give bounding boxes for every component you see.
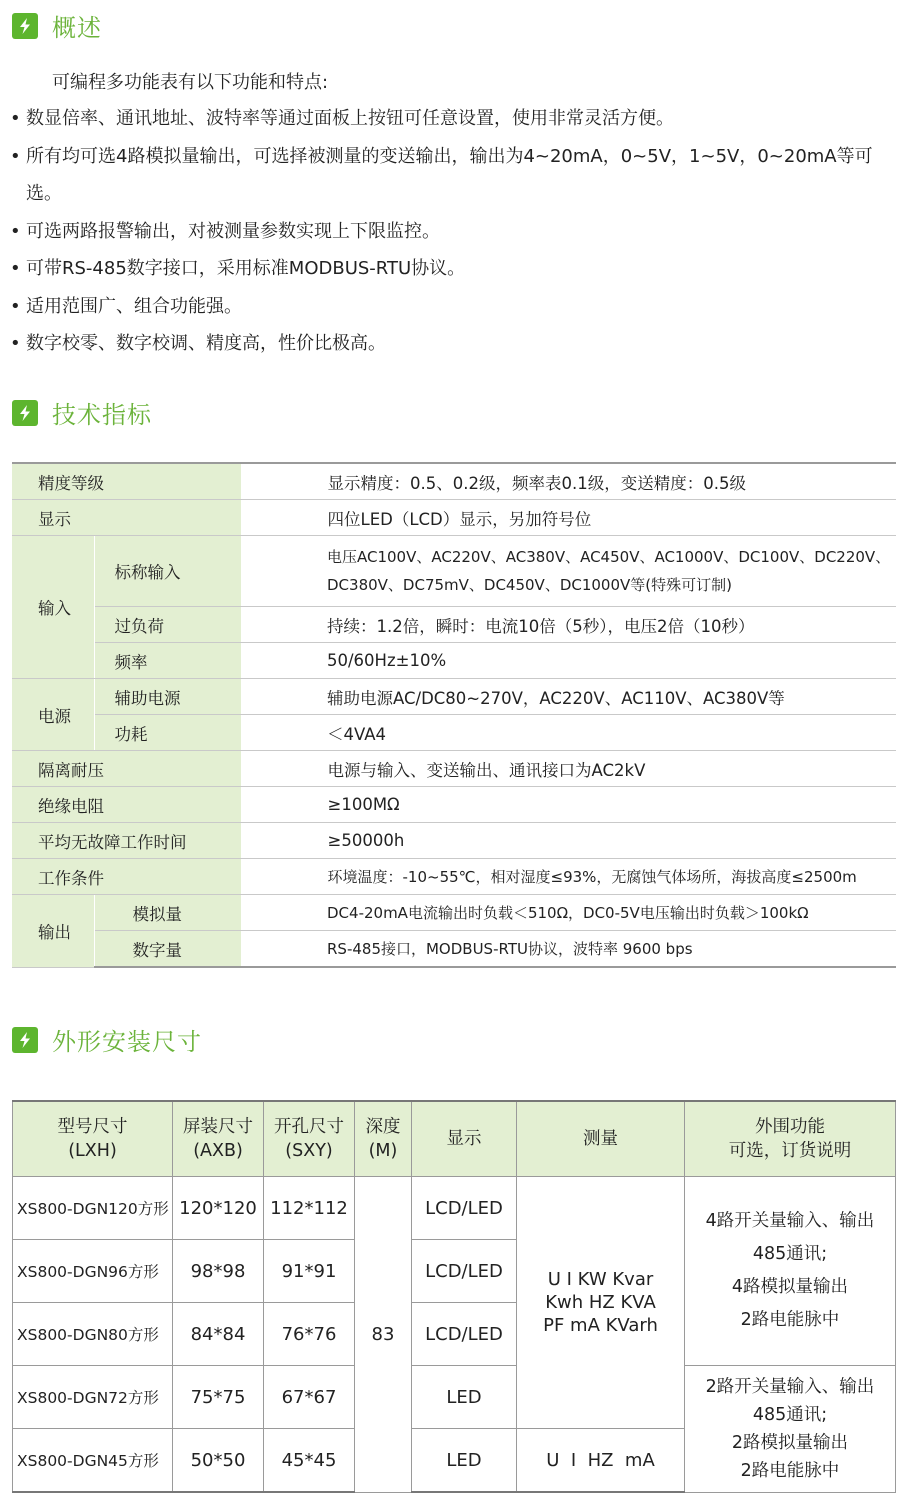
model-cell: XS800-DGN80方形 <box>13 1303 173 1366</box>
col-header-depth: 深度 (M) <box>355 1101 412 1177</box>
table-row <box>12 931 896 968</box>
table-row <box>12 751 896 787</box>
lightning-icon <box>12 1027 38 1053</box>
table-row <box>12 643 896 679</box>
feature-item: • 数显倍率、通讯地址、波特率等通过面板上按钮可任意设置，使用非常灵活方便。 <box>10 100 895 138</box>
spec-label: 精度等级 <box>12 463 241 500</box>
screen-size-cell: 84*84 <box>173 1303 264 1366</box>
spec-value <box>241 536 896 607</box>
hole-size-cell: 91*91 <box>264 1240 355 1303</box>
intro-text: 可编程多功能表有以下功能和特点: <box>52 72 329 93</box>
spec-value: DC4-20mA电流输出时负载＜510Ω，DC0-5V电压输出时负载＞100kΩ <box>241 895 896 931</box>
display-cell: LCD/LED <box>412 1240 517 1303</box>
table-header-row <box>13 1101 896 1177</box>
display-cell: LCD/LED <box>412 1177 517 1240</box>
spec-value: 环境温度：-10~55℃，相对湿度≤93%，无腐蚀气体场所，海拔高度≤2500m <box>241 859 896 895</box>
spec-value-line: DC380V、DC75mV、DC450V、DC1000V等(特殊可订制) <box>327 576 732 594</box>
lightning-icon <box>12 400 38 426</box>
spec-label: 隔离耐压 <box>12 751 241 787</box>
table-row <box>12 607 896 643</box>
spec-label: 工作条件 <box>12 859 241 895</box>
lightning-icon <box>12 13 38 39</box>
spec-label: 平均无故障工作时间 <box>12 823 241 859</box>
section-header-tech <box>12 395 152 430</box>
feature-item: • 可带RS-485数字接口，采用标准MODBUS-RTU协议。 <box>10 250 895 288</box>
display-cell: LED <box>412 1429 517 1493</box>
table-row <box>12 823 896 859</box>
model-cell: XS800-DGN120方形 <box>13 1177 173 1240</box>
spec-value: ≥100MΩ <box>241 787 896 823</box>
hole-size-cell: 67*67 <box>264 1366 355 1429</box>
spec-sublabel: 标称输入 <box>94 536 241 607</box>
depth-cell: 83 <box>355 1177 412 1493</box>
screen-size-cell: 50*50 <box>173 1429 264 1493</box>
function-cell: 4路开关量输入、输出 485通讯; 4路模拟量输出 2路电能脉中 <box>685 1177 896 1366</box>
spec-label: 电源 <box>12 679 94 751</box>
feature-item: • 适用范围广、组合功能强。 <box>10 288 895 326</box>
table-row <box>12 787 896 823</box>
measure-cell: U I HZ mA <box>517 1429 685 1493</box>
table-row <box>13 1177 896 1240</box>
spec-value: ＜4VA4 <box>241 715 896 751</box>
spec-value: 辅助电源AC/DC80~270V，AC220V、AC110V、AC380V等 <box>241 679 896 715</box>
col-header-measure: 测量 <box>517 1101 685 1177</box>
spec-value: 50/60Hz±10% <box>241 643 896 679</box>
table-row <box>12 463 896 500</box>
hole-size-cell: 112*112 <box>264 1177 355 1240</box>
dimension-table <box>12 1100 896 1493</box>
spec-sublabel: 模拟量 <box>94 895 241 931</box>
screen-size-cell: 75*75 <box>173 1366 264 1429</box>
spec-value-line: 电压AC100V、AC220V、AC380V、AC450V、AC1000V、DC100V、DC220V、 <box>327 548 891 566</box>
table-row <box>12 500 896 536</box>
table-row <box>12 895 896 931</box>
section-title: 技术指标 <box>52 401 152 429</box>
spec-sublabel: 频率 <box>94 643 241 679</box>
screen-size-cell: 120*120 <box>173 1177 264 1240</box>
spec-label: 显示 <box>12 500 241 536</box>
measure-cell: U I KW Kvar Kwh HZ KVA PF mA KVarh <box>517 1177 685 1429</box>
section-title: 概述 <box>52 14 102 42</box>
spec-value: 显示精度：0.5、0.2级，频率表0.1级，变送精度：0.5级 <box>241 463 896 500</box>
spec-value: ≥50000h <box>241 823 896 859</box>
table-row <box>12 715 896 751</box>
feature-item: • 数字校零、数字校调、精度高，性价比极高。 <box>10 325 895 363</box>
col-header-model: 型号尺寸 (LXH) <box>13 1101 173 1177</box>
spec-sublabel: 数字量 <box>94 931 241 968</box>
hole-size-cell: 45*45 <box>264 1429 355 1493</box>
spec-sublabel: 过负荷 <box>94 607 241 643</box>
table-row <box>12 679 896 715</box>
spec-value: 电源与输入、变送输出、通讯接口为AC2kV <box>241 751 896 787</box>
col-header-hole: 开孔尺寸 (SXY) <box>264 1101 355 1177</box>
display-cell: LED <box>412 1366 517 1429</box>
model-cell: XS800-DGN96方形 <box>13 1240 173 1303</box>
spec-value: 持续：1.2倍，瞬时：电流10倍（5秒），电压2倍（10秒） <box>241 607 896 643</box>
section-header-dims <box>12 1022 202 1057</box>
table-row <box>12 859 896 895</box>
spec-sublabel: 功耗 <box>94 715 241 751</box>
function-cell: 2路开关量输入、输出 485通讯; 2路模拟量输出 2路电能脉中 <box>685 1366 896 1493</box>
spec-sublabel: 辅助电源 <box>94 679 241 715</box>
col-header-screen: 屏装尺寸 (AXB) <box>173 1101 264 1177</box>
feature-list <box>10 100 895 363</box>
table-row <box>13 1366 896 1429</box>
model-cell: XS800-DGN72方形 <box>13 1366 173 1429</box>
spec-value: 四位LED（LCD）显示，另加符号位 <box>241 500 896 536</box>
table-row <box>12 536 896 607</box>
spec-value: RS-485接口，MODBUS-RTU协议，波特率 9600 bps <box>241 931 896 968</box>
section-title: 外形安装尺寸 <box>52 1028 202 1056</box>
model-cell: XS800-DGN45方形 <box>13 1429 173 1493</box>
spec-label: 输入 <box>12 536 94 679</box>
spec-label: 输出 <box>12 895 94 968</box>
spec-table <box>12 462 896 968</box>
section-header-overview <box>12 8 102 43</box>
col-header-display: 显示 <box>412 1101 517 1177</box>
display-cell: LCD/LED <box>412 1303 517 1366</box>
spec-label: 绝缘电阻 <box>12 787 241 823</box>
feature-item: • 可选两路报警输出，对被测量参数实现上下限监控。 <box>10 213 895 251</box>
col-header-func: 外围功能 可选，订货说明 <box>685 1101 896 1177</box>
screen-size-cell: 98*98 <box>173 1240 264 1303</box>
feature-item: • 所有均可选4路模拟量输出，可选择被测量的变送输出，输出为4~20mA，0~5V，1~5V，0~20mA等可选。 <box>10 138 895 213</box>
hole-size-cell: 76*76 <box>264 1303 355 1366</box>
